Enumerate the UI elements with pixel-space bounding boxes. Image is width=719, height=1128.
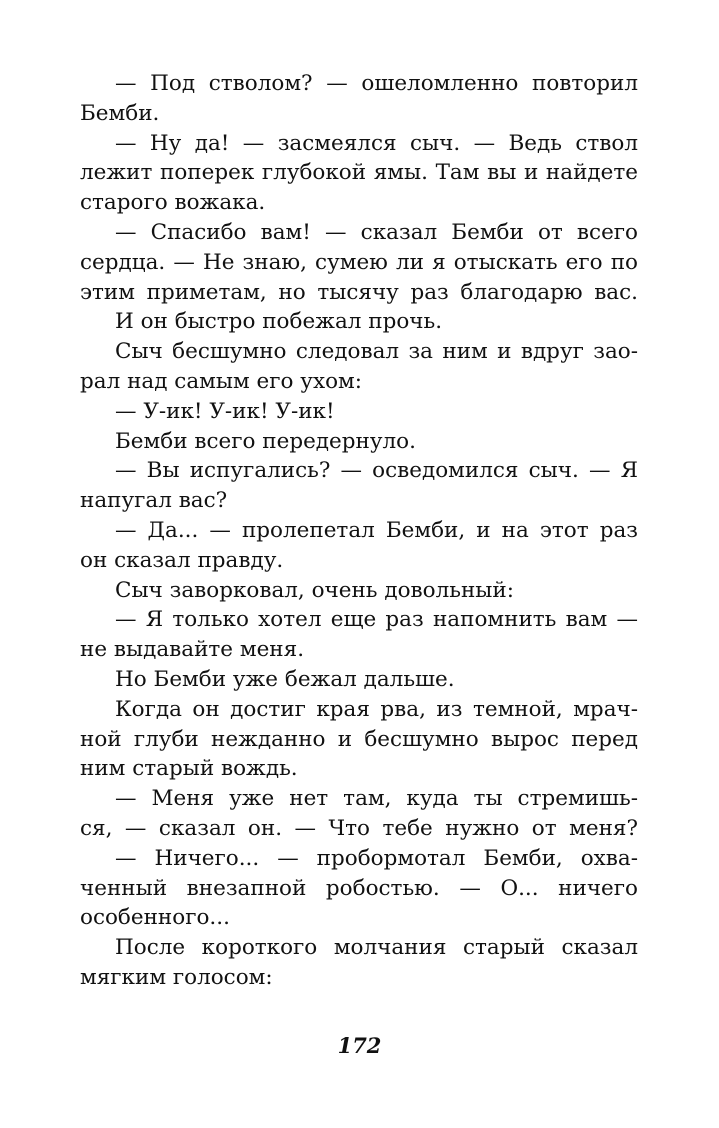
text-line: особенного... (80, 905, 230, 931)
text-line: — Я только хотел еще раз напомнить вам — (115, 607, 638, 633)
text-line: — Вы испугались? — осведомился сыч. — Я (115, 458, 638, 484)
text-line: После короткого молчания старый сказал (115, 935, 638, 961)
text-line: Бемби всего передернуло. (115, 428, 416, 454)
text-line: рал над самым его ухом: (80, 368, 362, 394)
text-line: старого вожака. (80, 190, 266, 216)
text-line: не выдавайте меня. (80, 637, 305, 663)
text-line: — Ничего... — пробормотал Бемби, охва- (115, 845, 638, 871)
text-line: Но Бемби уже бежал дальше. (115, 666, 455, 692)
body-text (80, 69, 638, 993)
text-line: он сказал правду. (80, 547, 284, 573)
text-line: Когда он достиг края рва, из темной, мрач- (115, 696, 638, 722)
text-line: ной глуби нежданно и бесшумно вырос перед (80, 726, 638, 752)
text-line: Бемби. (80, 100, 160, 126)
page-number: 172 (337, 1033, 382, 1058)
text-line: ся, — сказал он. — Что тебе нужно от меня? (80, 815, 638, 841)
text-line: лежит поперек глубокой ямы. Там вы и найдете (80, 160, 638, 186)
text-line: Сыч бесшумно следовал за ним и вдруг зао- (115, 339, 638, 365)
text-line: — Под стволом? — ошеломленно повторил (115, 71, 638, 96)
text-line: — Да... — пролепетал Бемби, и на этот раз (115, 517, 638, 543)
text-line: сердца. — Не знаю, сумею ли я отыскать его по (80, 249, 638, 275)
text-line: Сыч заворковал, очень довольный: (115, 577, 514, 603)
text-line: ним старый вождь. (80, 756, 298, 782)
text-line: мягким голосом: (80, 964, 273, 990)
text-line: ченный внезапной робостью. — О... ничего (80, 875, 638, 901)
text-line: И он быстро побежал прочь. (115, 309, 443, 335)
text-line: этим приметам, но тысячу раз благодарю вас. (80, 279, 638, 305)
text-line: — У-ик! У-ик! У-ик! (115, 398, 335, 424)
text-line: — Меня уже нет там, куда ты стремишь- (115, 786, 638, 812)
text-line: — Спасибо вам! — сказал Бемби от всего (115, 219, 638, 245)
text-line: — Ну да! — засмеялся сыч. — Ведь ствол (115, 130, 638, 156)
text-line: напугал вас? (80, 488, 228, 514)
